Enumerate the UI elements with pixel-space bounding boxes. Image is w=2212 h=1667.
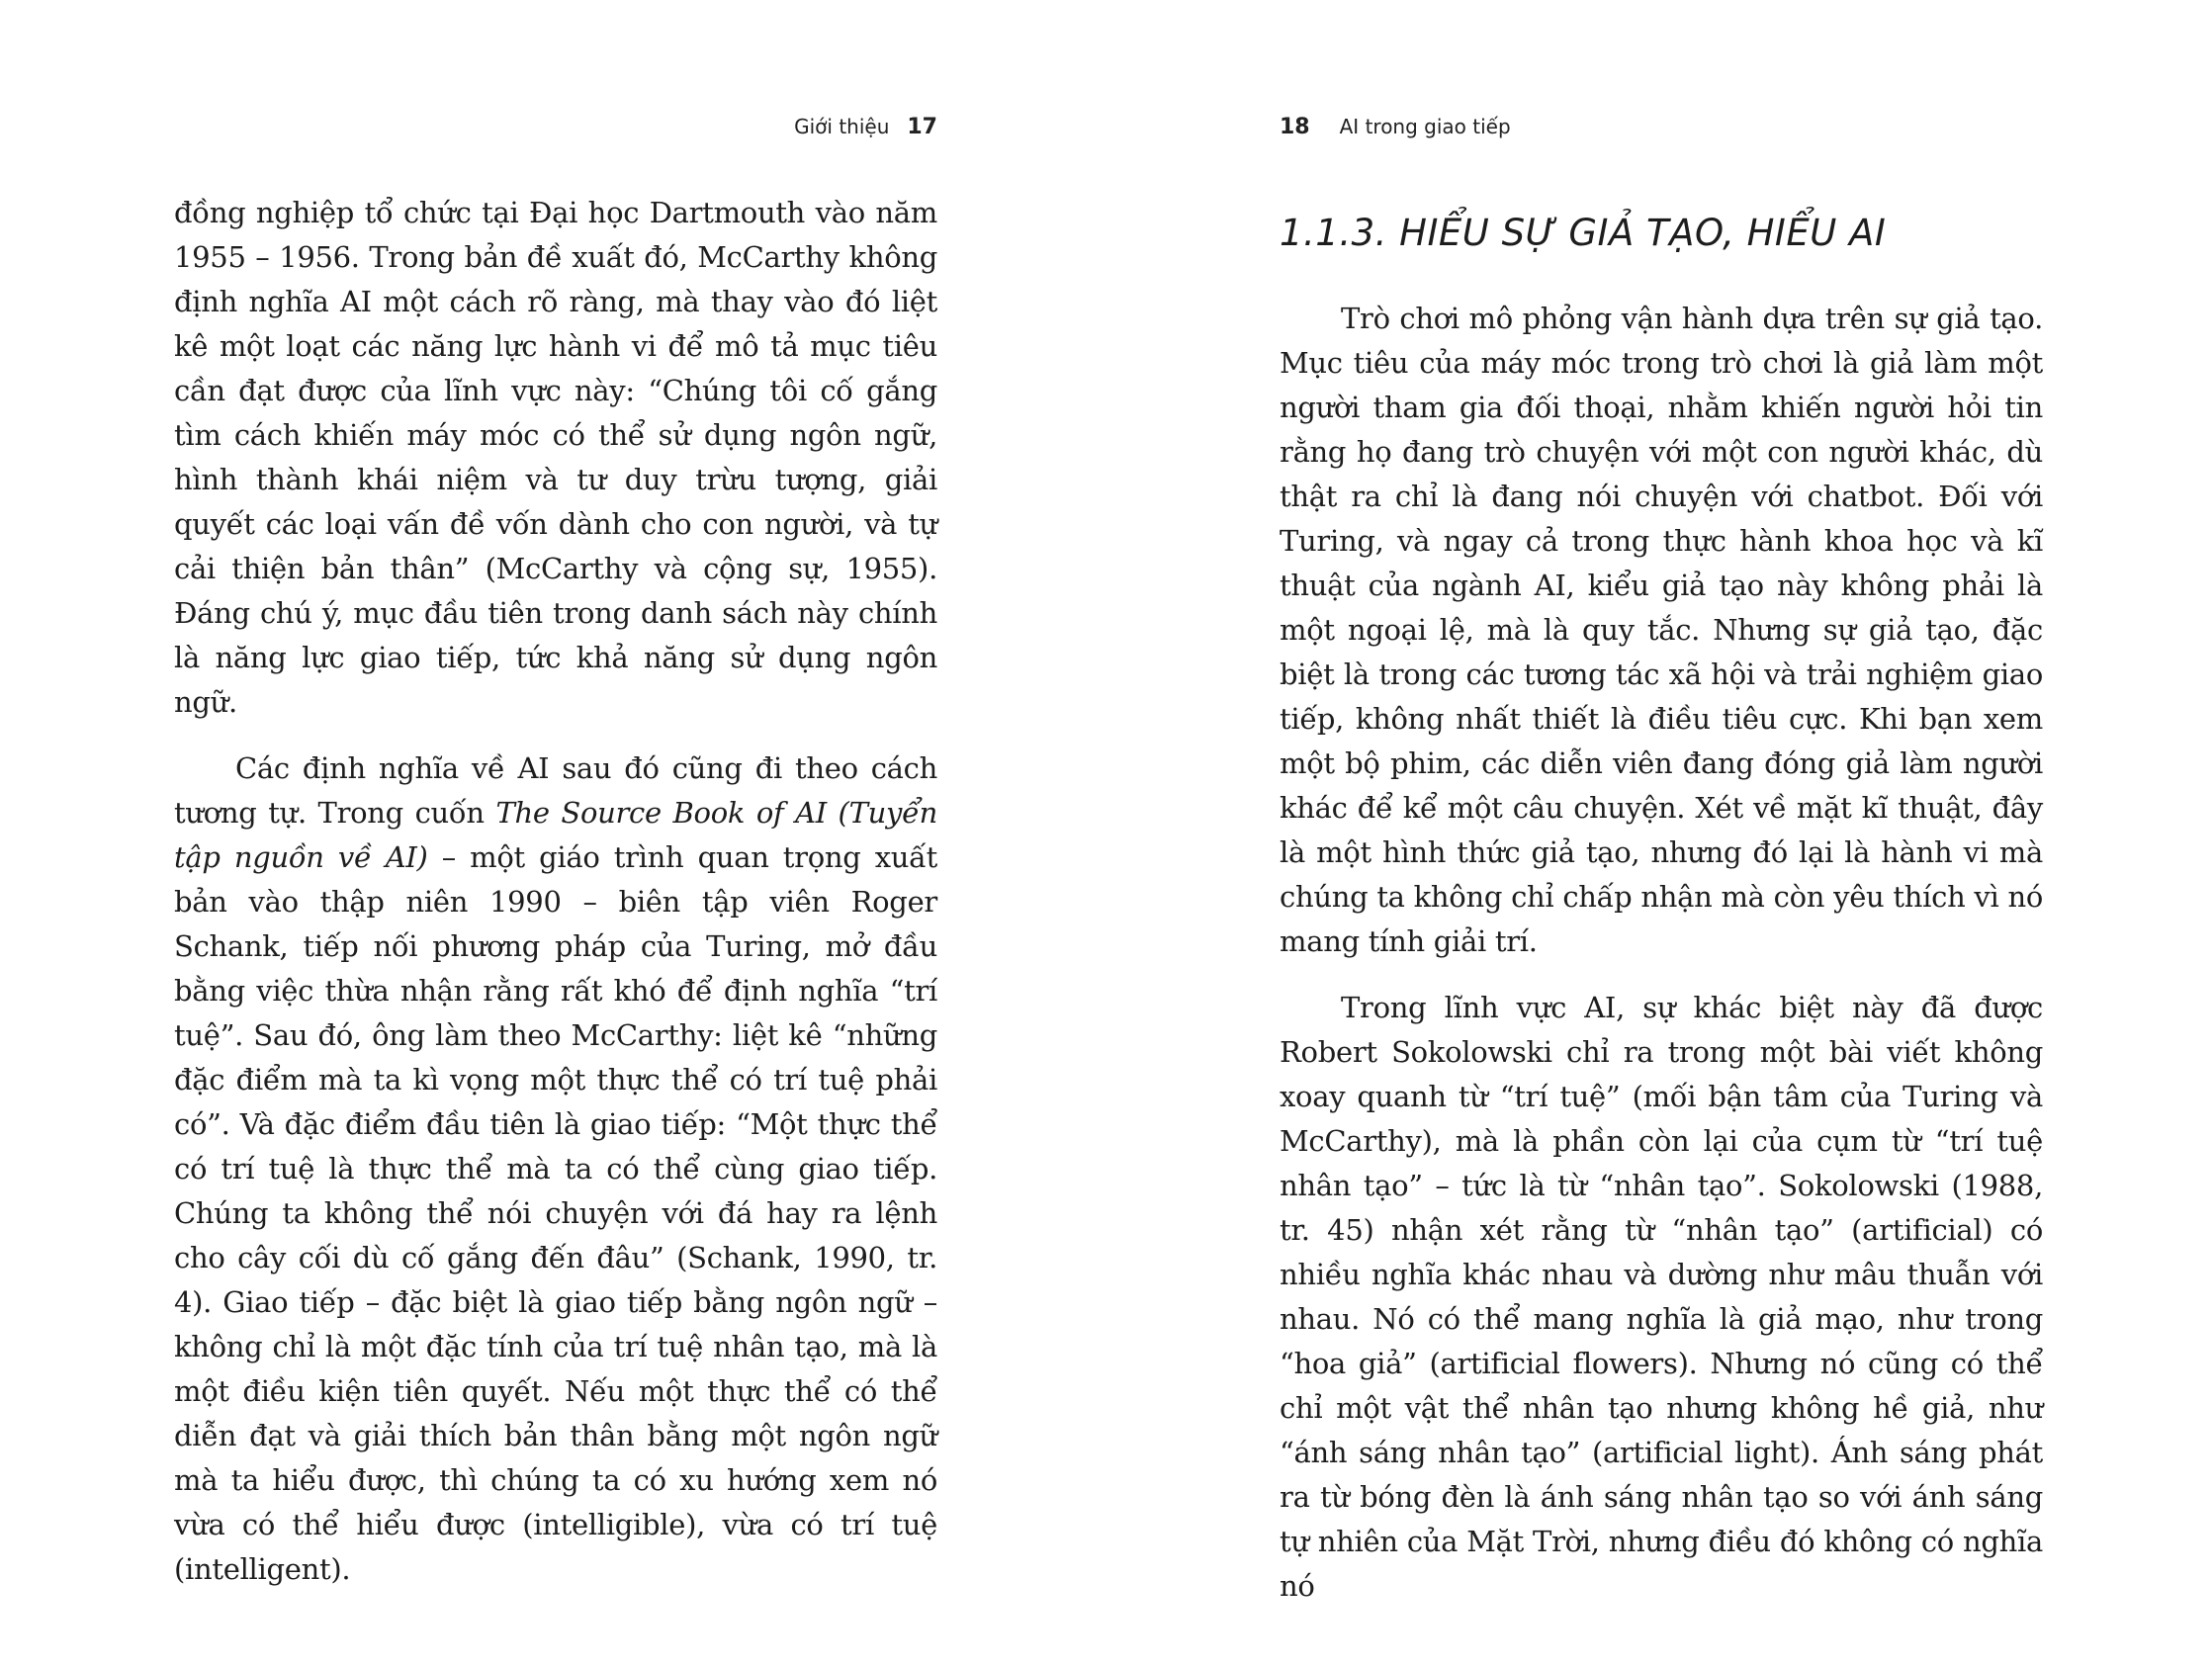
left-page-number: 17 — [907, 115, 937, 139]
left-paragraph-2 — [174, 746, 937, 1592]
right-header-title: AI trong giao tiếp — [1339, 115, 1511, 138]
left-paragraph-2-start: Các định nghĩa về AI sau đó cũng đi theo cách tương tự. Trong cuốn — [174, 751, 937, 830]
left-paragraph-1: đồng nghiệp tổ chức tại Đại học Dartmouth vào năm 1955 – 1956. Trong bản đề xuất đó, McCarthy không định nghĩa AI một cách rõ ràng, mà thay vào đó liệt kê một loạt các năng lực hành vi để mô tả mục tiêu cần đạt được của lĩnh vực này: “Chúng tôi cố gắng tìm cách khiến máy móc có thể sử dụng ngôn ngữ, hình thành khái niệm và tư duy trừu tượng, giải quyết các loại vấn đề vốn dành cho con người, và tự cải thiện bản thân” (McCarthy và cộng sự, 1955). Đáng chú ý, mục đầu tiên trong danh sách này chính là năng lực giao tiếp, tức khả năng sử dụng ngôn ngữ. — [174, 196, 937, 719]
right-body-text — [1280, 297, 2043, 1630]
right-running-head — [1280, 115, 1511, 139]
right-page — [1106, 0, 2212, 1667]
left-paragraph-2-end: – một giáo trình quan trọng xuất bản vào thập niên 1990 – biên tập viên Roger Schank, tiếp nối phương pháp của Turing, mở đầu bằng việc thừa nhận rằng rất khó để định nghĩa “trí tuệ”. Sau đó, ông làm theo McCarthy: liệt kê “những đặc điểm mà ta kì vọng một thực thể có trí tuệ phải có”. Và đặc điểm đầu tiên là giao tiếp: “Một thực thể có trí tuệ là thực thể mà ta có thể cùng giao tiếp. Chúng ta không thể nói chuyện với đá hay ra lệnh cho cây cối dù cố gắng đến đâu” (Schank, 1990, tr. 4). Giao tiếp – đặc biệt là giao tiếp bằng ngôn ngữ – không chỉ là một đặc tính của trí tuệ nhân tạo, mà là một điều kiện tiên quyết. Nếu một thực thể có thể diễn đạt và giải thích bản thân bằng một ngôn ngữ mà ta hiểu được, thì chúng ta có xu hướng xem nó vừa có thể hiểu được (intelligible), vừa có trí tuệ (intelligent). — [174, 840, 938, 1586]
right-page-number: 18 — [1280, 115, 1310, 139]
right-paragraph-2: Trong lĩnh vực AI, sự khác biệt này đã được Robert Sokolowski chỉ ra trong một bài viết không xoay quanh từ “trí tuệ” (mối bận tâm của Turing và McCarthy), mà là phần còn lại của cụm từ “trí tuệ nhân tạo” – tức là từ “nhân tạo”. Sokolowski (1988, tr. 45) nhận xét rằng từ “nhân tạo” (artificial) có nhiều nghĩa khác nhau và dường như mâu thuẫn với nhau. Nó có thể mang nghĩa là giả mạo, như trong “hoa giả” (artificial flowers). Nhưng nó cũng có thể chỉ một vật thể nhân tạo nhưng không hề giả, như “ánh sáng nhân tạo” (artificial light). Ánh sáng phát ra từ bóng đèn là ánh sáng nhân tạo so với ánh sáng tự nhiên của Mặt Trời, nhưng điều đó không có nghĩa nó — [1280, 991, 2043, 1603]
left-body-text — [174, 191, 937, 1614]
left-running-head — [794, 115, 937, 139]
left-header-title: Giới thiệu — [794, 115, 890, 138]
book-title-italic: The Source Book of AI (Tuyển tập nguồn về AI) — [174, 796, 937, 874]
section-heading: 1.1.3. HIỂU SỰ GIẢ TẠO, HIỂU AI — [1280, 212, 1887, 254]
right-paragraph-1: Trò chơi mô phỏng vận hành dựa trên sự giả tạo. Mục tiêu của máy móc trong trò chơi là giả làm một người tham gia đối thoại, nhằm khiến người hỏi tin rằng họ đang trò chuyện với một con người khác, dù thật ra chỉ là đang nói chuyện với chatbot. Đối với Turing, và ngay cả trong thực hành khoa học và kĩ thuật của ngành AI, kiểu giả tạo này không phải là một ngoại lệ, mà là quy tắc. Nhưng sự giả tạo, đặc biệt là trong các tương tác xã hội và trải nghiệm giao tiếp, không nhất thiết là điều tiêu cực. Khi bạn xem một bộ phim, các diễn viên đang đóng giả làm người khác để kể một câu chuyện. Xét về mặt kĩ thuật, đây là một hình thức giả tạo, nhưng đó lại là hành vi mà chúng ta không chỉ chấp nhận mà còn yêu thích vì nó mang tính giải trí. — [1280, 302, 2043, 958]
